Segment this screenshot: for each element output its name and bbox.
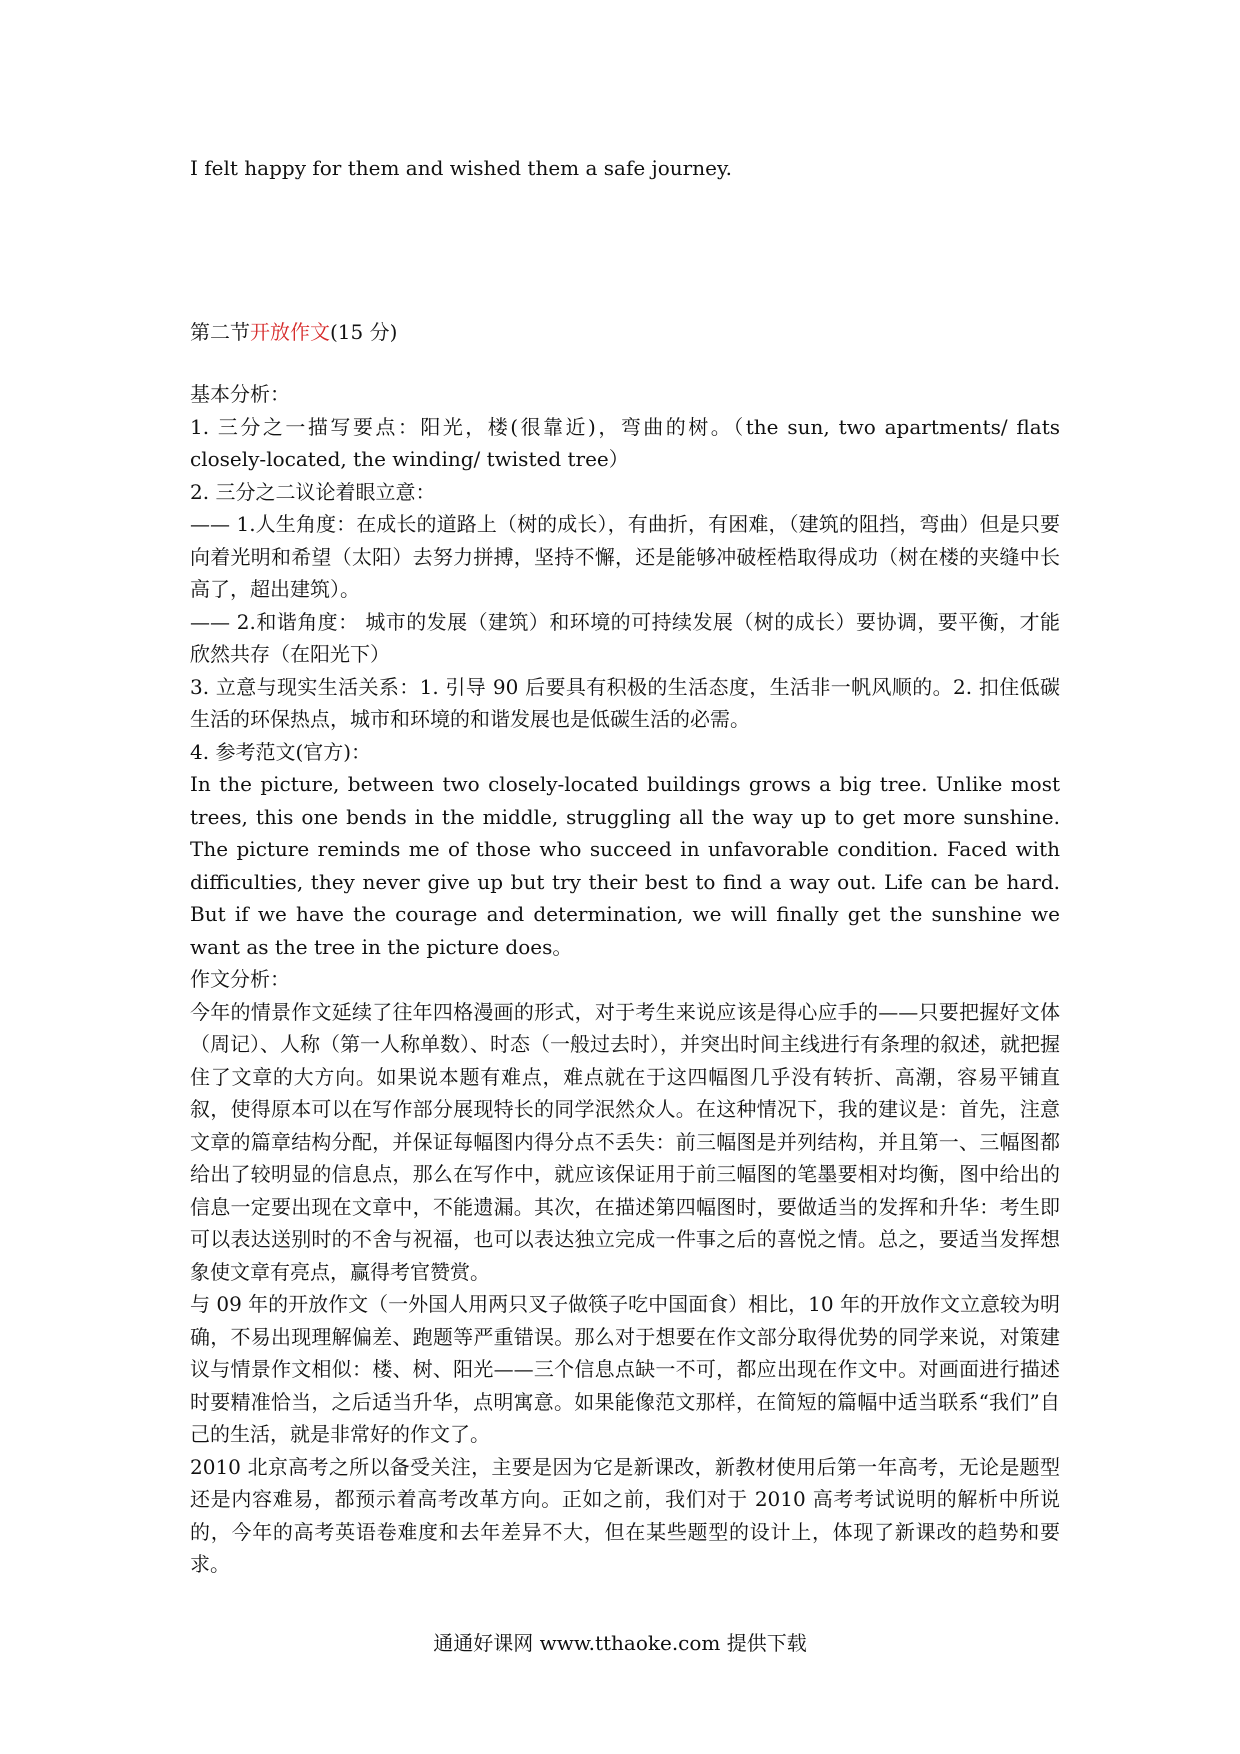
paragraph-point-2: 2. 三分之二议论着眼立意：	[190, 479, 436, 504]
paragraph-harmony-angle: —— 2.和谐角度： 城市的发展（建筑）和环境的可持续发展（树的成长）要协调，要平衡，才能欣然共存（在阳光下）	[190, 609, 1060, 666]
analysis-body	[190, 378, 1060, 1581]
section-suffix: (15 分)	[330, 320, 398, 344]
paragraph-basic-analysis: 基本分析：	[190, 382, 290, 406]
paragraph-essay-analysis-3: 2010 北京高考之所以备受关注，主要是因为它是新课改，新教材使用后第一年高考，无论是题型还是内容难易，都预示着高考改革方向。正如之前，我们对于 2010 高考考试说明的解析中所说的，今年的高考英语卷难度和去年差异不大，但在某些题型的设计上，体现了新课改的趋势和要求。	[190, 1454, 1060, 1576]
paragraph-life-angle: —— 1.人生角度：在成长的道路上（树的成长），有曲折，有困难，（建筑的阻挡，弯曲）但是只要向着光明和希望（太阳）去努力拼搏，坚持不懈，还是能够冲破桎梏取得成功（树在楼的夹缝中长高了，超出建筑）。	[190, 512, 1060, 601]
section-highlight: 开放作文	[250, 320, 330, 344]
paragraph-essay-analysis-1: 今年的情景作文延续了往年四格漫画的形式，对于考生来说应该是得心应手的——只要把握好文体（周记）、人称（第一人称单数）、时态（一般过去时），并突出时间主线进行有条理的叙述，就把握住了文章的大方向。如果说本题有难点，难点就在于这四幅图几乎没有转折、高潮，容易平铺直叙，使得原本可以在写作部分展现特长的同学泯然众人。在这种情况下，我的建议是：首先，注意文章的篇章结构分配，并保证每幅图内得分点不丢失：前三幅图是并列结构，并且第一、三幅图都给出了较明显的信息点，那么在写作中，就应该保证用于前三幅图的笔墨要相对均衡，图中给出的信息一定要出现在文章中，不能遗漏。其次，在描述第四幅图时，要做适当的发挥和升华：考生即可以表达送别时的不舍与祝福，也可以表达独立完成一件事之后的喜悦之情。总之，要适当发挥想象使文章有亮点，赢得考官赞赏。	[190, 999, 1060, 1284]
paragraph-sample-essay: In the picture, between two closely-located buildings grows a big tree. Unlike most trees, this one bends in the middle, struggling all the way up to get more sunshine. The picture reminds me of those who succeed in unfavorable condition. Faced with difficulties, they never give up but try their best to find a way out. Life can be hard. But if we have the courage and determination, we will finally get the sunshine we want as the tree in the picture does。	[190, 772, 1060, 959]
closing-sentence: I felt happy for them and wished them a safe journey.	[190, 156, 732, 180]
paragraph-essay-analysis-title: 作文分析：	[190, 967, 290, 991]
page-footer: 通通好课网 www.tthaoke.com 提供下载	[433, 1631, 807, 1655]
paragraph-point-3: 3. 立意与现实生活关系：1. 引导 90 后要具有积极的生活态度，生活非一帆风顺的。2. 扣住低碳生活的环保热点，城市和环境的和谐发展也是低碳生活的必需。	[190, 674, 1060, 731]
paragraph-point-4: 4. 参考范文(官方)：	[190, 739, 372, 764]
section-prefix: 第二节	[190, 320, 250, 344]
section-heading	[190, 316, 397, 348]
paragraph-point-1: 1. 三分之一描写要点：阳光，楼(很靠近)，弯曲的树。（the sun, two apartments/ flats closely-located, the winding/ twisted tree）	[190, 414, 1060, 471]
paragraph-essay-analysis-2: 与 09 年的开放作文（一外国人用两只叉子做筷子吃中国面食）相比，10 年的开放作文立意较为明确，不易出现理解偏差、跑题等严重错误。那么对于想要在作文部分取得优势的同学来说，对策建议与情景作文相似：楼、树、阳光——三个信息点缺一不可，都应出现在作文中。对画面进行描述时要精准恰当，之后适当升华，点明寓意。如果能像范文那样，在简短的篇幅中适当联系“我们”自己的生活，就是非常好的作文了。	[190, 1292, 1060, 1446]
